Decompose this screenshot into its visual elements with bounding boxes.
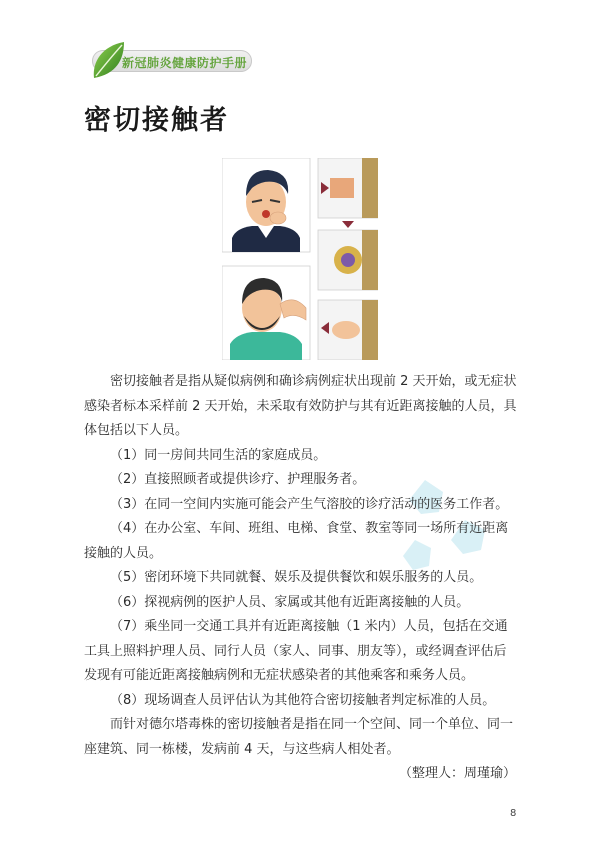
list-item: （1）同一房间共同生活的家庭成员。 bbox=[110, 447, 327, 463]
page-number: 8 bbox=[510, 808, 517, 819]
body-text bbox=[84, 370, 518, 762]
list-item: （8）现场调查人员评估认为其他符合密切接触者判定标准的人员。 bbox=[110, 692, 496, 708]
list-item: （3）在同一空间内实施可能会产生气溶胶的诊疗活动的医务工作者。 bbox=[110, 496, 509, 512]
man-coughing-panel bbox=[222, 158, 310, 252]
man-touching-eye-panel bbox=[222, 266, 310, 360]
list-item: （5）密闭环境下共同就餐、娱乐及提供餐饮和娱乐服务的人员。 bbox=[110, 570, 483, 585]
page-title: 密切接触者 bbox=[84, 105, 229, 136]
list-item: （2）直接照顾者或提供诊疗、护理服务者。 bbox=[110, 472, 366, 487]
credit-line: （整理人：周瑾瑜） bbox=[398, 766, 516, 781]
paragraph: 而针对德尔塔毒株的密切接触者是指在同一个空间、同一个单位、同一座建筑、同一栋楼，发病前 4 天，与这些病人相处者。 bbox=[84, 717, 514, 757]
list-item: （6）探视病例的医护人员、家属或其他有近距离接触的人员。 bbox=[110, 594, 470, 610]
list-item: （4）在办公室、车间、班组、电梯、食堂、教室等同一场所有近距离接触的人员。 bbox=[84, 521, 509, 561]
contact-illustration bbox=[222, 158, 378, 360]
list-item: （7）乘坐同一交通工具并有近距离接触（1 米内）人员，包括在交通工具上照料护理人员、同行人员（家人、同事、朋友等），或经调查评估后发现有可能近距离接触病例和无症状感染者的其他乘客和乘务人员。 bbox=[84, 619, 508, 683]
arrow-down-icon bbox=[342, 221, 354, 228]
paragraph: 密切接触者是指从疑似病例和确诊病例症状出现前 2 天开始，或无症状感染者标本采样前 2 天开始，未采取有效防护与其有近距离接触的人员，具体包括以下人员。 bbox=[84, 374, 517, 438]
header-title: 新冠肺炎健康防护手册 bbox=[122, 56, 248, 70]
